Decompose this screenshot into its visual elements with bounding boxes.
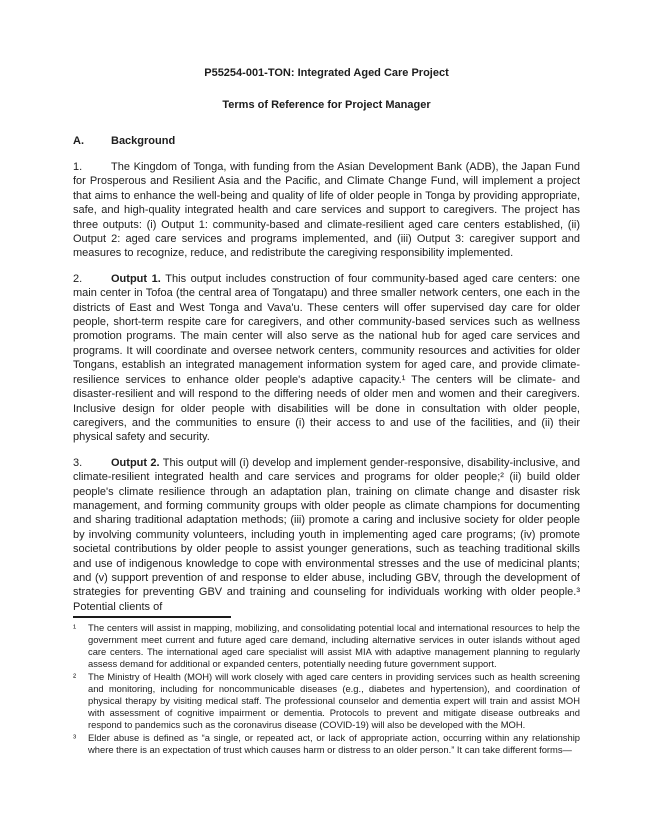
document-subtitle: Terms of Reference for Project Manager <box>222 99 431 111</box>
footnote-2 <box>73 671 580 732</box>
document-title: P55254-001-TON: Integrated Aged Care Project <box>204 67 449 79</box>
footnote-1 <box>73 622 580 671</box>
footnote-text: The centers will assist in mapping, mobilizing, and consolidating potential local and international resources to help the government meet current and future aged care demand, including alternative services in outer islands without aged care centers. The international aged care specialist will assist MIA with adaptive management planning to regularly assess demand for additional or expanded centers, potentially needing future government support. <box>88 621 580 670</box>
footnotes <box>73 622 580 756</box>
paragraph-text: This output will (i) develop and implement gender-responsive, disability-inclusive, and climate-resilient integrated health and care services and programs for older people;² (ii) build older people's climate resilience through an adaptation plan, training on climate change and disaster risk management, and forming community groups with older people as climate champions for documenting and sharing traditional adaptation methods; (iii) promote a caring and inclusive society for older people by involving community volunteers, including youth in implementing aged care programs; (iv) promote societal contributions by older people to assist younger generations, such as teaching traditional skills and use of indigenous knowledge to cope with environmental stresses and the use of medicinal plants; and (v) support prevention of and response to elder abuse, including GBV, through the development of strategies for preventing GBV and training and counseling for individuals working with older people.³ Potential clients of <box>73 456 581 613</box>
footnote-text: The Ministry of Health (MOH) will work closely with aged care centers in providing services such as health screening and monitoring, including for noncommunicable diseases (e.g., diabetes and hypertension), and coordination of physical therapy by visiting medical staff. The professional counselor and dementia expert will train and assist MOH with assessment of cognitive impairment or dementia. Protocols to prevent and mitigate disease outbreaks and respond to pandemics such as the coronavirus disease (COVID-19) will also be developed with the MOH. <box>88 670 580 731</box>
paragraph-text: The Kingdom of Tonga, with funding from the Asian Development Bank (ADB), the Japan Fund for Prosperous and Resilient Asia and the Pacific, and Climate Change Fund, will implement a project that aims to enhance the well-being and quality of life of older people in Tonga by providing appropriate, safe, and high-quality integrated health and care services and support to caregivers. The project has three outputs: (i) Output 1: community-based and climate-resilient aged care centers established, (ii) Output 2: aged care services and programs implemented, and (iii) Output 3: caregiver support and measures to recognize, reduce, and redistribute the caregiving responsibility implemented. <box>73 161 580 260</box>
section-heading <box>73 134 580 148</box>
footnote-separator <box>73 616 231 618</box>
section-letter: A. <box>73 135 84 147</box>
footnote-marker: ³ <box>73 731 77 743</box>
paragraph-1 <box>73 160 580 261</box>
footnote-marker: ¹ <box>73 621 77 633</box>
footnote-text: Elder abuse is defined as “a single, or repeated act, or lack of appropriate action, occurring within any relationship where there is an expectation of trust which causes harm or distress to an older person.” It can take different forms— <box>88 731 580 755</box>
footnote-3 <box>73 732 580 756</box>
paragraph-2 <box>73 272 580 445</box>
paragraph-3 <box>73 456 580 614</box>
paragraph-number: 3. <box>73 456 83 469</box>
paragraph-number: 2. <box>73 272 83 285</box>
paragraph-lead: Output 2. <box>111 456 163 469</box>
section-label: Background <box>111 135 176 147</box>
paragraph-text: This output includes construction of four community-based aged care centers: one main center in Tofoa (the central area of Tongatapu) and three smaller network centers, one each in the districts of East and West Tonga and Vava'u. These centers will offer supervised day care for older people, short-term respite care for caregivers, and other community-based services such as wellness promotion programs. The main center will also serve as the national hub for aged care services and programs. It will coordinate and oversee network centers, community resources and activities for older Tongans, establish an integrated management information system for aged care, and provide climate-resilience services to enhance older people's adaptive capacity.¹ The centers will be climate- and disaster-resilient and will respond to the differing needs of older men and women and their caregivers. Inclusive design for older people with disabilities will be done in consultation with older people, caregivers, and the communities to ensure (i) their access to and use of the facilities, and (ii) their physical safety and security. <box>73 272 580 444</box>
paragraph-lead: Output 1. <box>111 272 166 285</box>
paragraph-number: 1. <box>73 161 83 173</box>
footnote-marker: ² <box>73 670 77 682</box>
